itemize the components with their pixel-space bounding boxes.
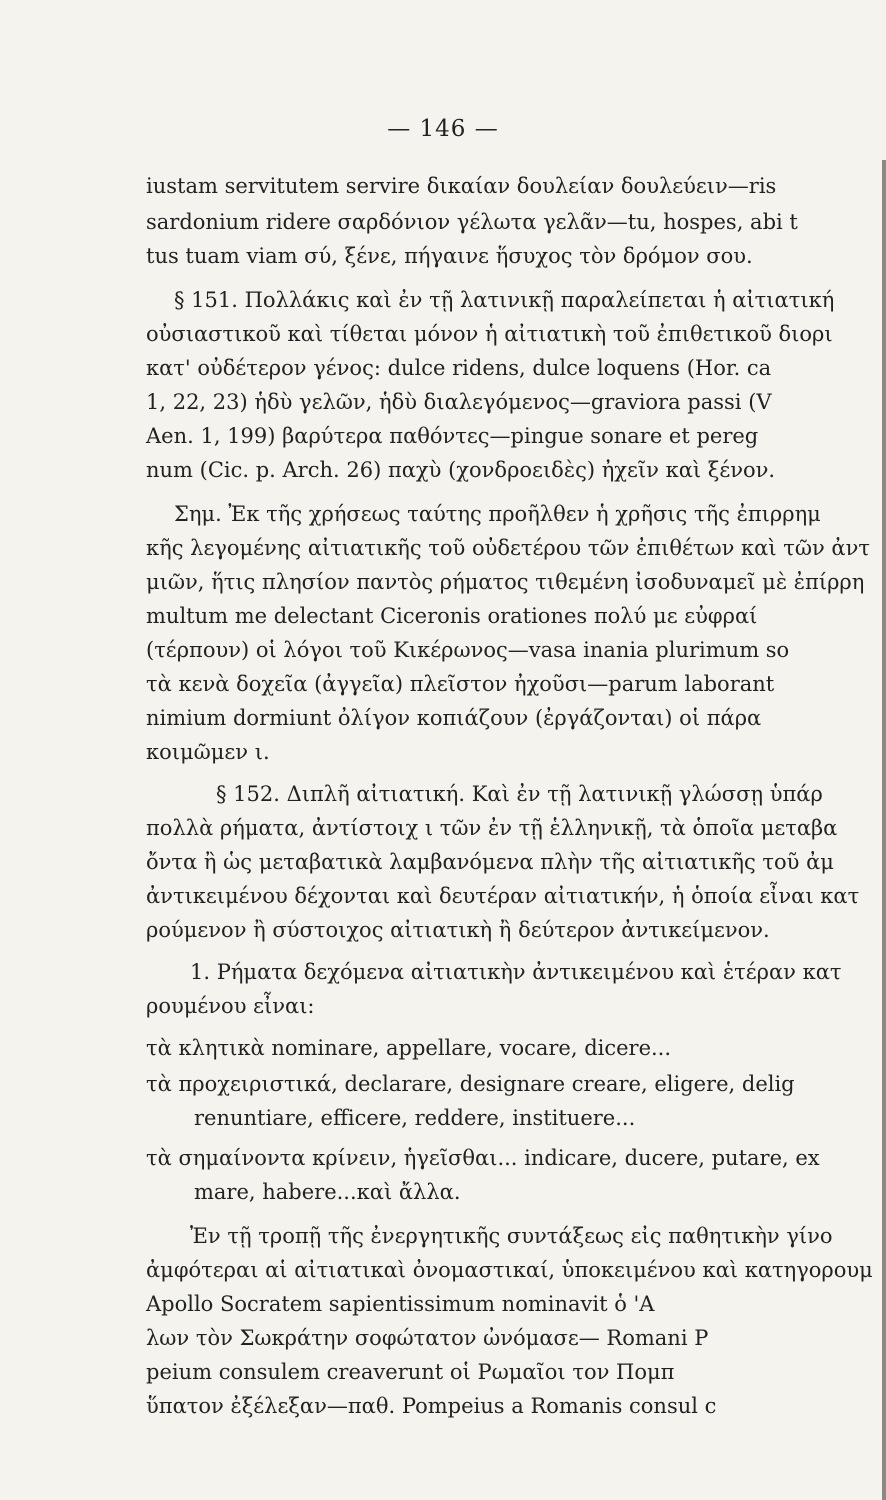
text-line: peium consulem creaverunt οἱ Ρωμαῖοι τον Πομπ <box>146 1360 675 1384</box>
text-line: Ἐν τῇ τροπῇ τῆς ἐνεργητικῆς συντάξεως εἰς παθητικὴν γίνο <box>190 1224 833 1248</box>
text-line: sardonium ridere σαρδόνιον γέλωτα γελᾶν—tu, hospes, abi t <box>146 210 798 234</box>
list-item: τὰ σημαίνοντα κρίνειν, ἡγεῖσθαι... indicare, ducere, putare, ex <box>146 1146 820 1170</box>
section-heading-151: § 151. Πολλάκις καὶ ἐν τῇ λατινικῇ παραλείπεται ἡ αἰτιατική <box>174 288 835 312</box>
rule-heading: 1. Ρήματα δεχόμενα αἰτιατικὴν ἀντικειμένου καὶ ἑτέραν κατ <box>190 960 842 984</box>
text-line: 1, 22, 23) ἡδὺ γελῶν, ἡδὺ διαλεγόμενος—graviora passi (V <box>146 390 772 414</box>
text-line: πολλὰ ρήματα, ἀντίστοιχ ι τῶν ἐν τῇ ἑλληνικῇ, τὰ ὁποῖα μεταβα <box>146 816 838 840</box>
list-item-continuation: renuntiare, efficere, reddere, instituere... <box>194 1106 636 1130</box>
text-line: iustam servitutem servire δικαίαν δουλείαν δουλεύειν—ris <box>146 174 777 198</box>
text-line: ὕπατον ἐξέλεξαν—παθ. Pompeius a Romanis consul c <box>146 1394 717 1418</box>
text-line: τὰ κενὰ δοχεῖα (ἀγγεῖα) πλεῖστον ἠχοῦσι—parum laborant <box>146 672 775 696</box>
text-line: κῆς λεγομένης αἰτιατικῆς τοῦ οὐδετέρου τῶν ἐπιθέτων καὶ τῶν ἀντ <box>146 536 870 560</box>
list-item-continuation: mare, habere...καὶ ἄλλα. <box>194 1180 461 1204</box>
text-line: λων τὸν Σωκράτην σοφώτατον ὠνόμασε— Romani P <box>146 1326 709 1350</box>
text-line: ρούμενον ἢ σύστοιχος αἰτιατικὴ ἢ δεύτερον ἀντικείμενον. <box>146 918 770 942</box>
page-number: — 146 — <box>387 116 499 142</box>
text-line: tus tuam viam σύ, ξένε, πήγαινε ἥσυχος τὸν δρόμον σου. <box>146 244 753 268</box>
list-item: τὰ κλητικὰ nominare, appellare, vocare, dicere... <box>146 1036 672 1060</box>
text-block <box>0 170 886 1500</box>
text-line: κατ' οὐδέτερον γένος: dulce ridens, dulce loquens (Hor. ca <box>146 356 772 380</box>
section-heading-152: § 152. Διπλῆ αἰτιατική. Καὶ ἐν τῇ λατινικῇ γλώσσῃ ὑπάρ <box>216 782 823 806</box>
text-line: ρουμένου εἶναι: <box>146 994 315 1018</box>
text-line: num (Cic. p. Arch. 26) παχὺ (χονδροειδὲς) ἠχεῖν καὶ ξένον. <box>146 458 776 482</box>
text-line: οὐσιαστικοῦ καὶ τίθεται μόνον ἡ αἰτιατικὴ τοῦ ἐπιθετικοῦ διορι <box>146 322 833 346</box>
text-line: ἀντικειμένου δέχονται καὶ δευτέραν αἰτιατικήν, ἡ ὁποία εἶναι κατ <box>146 884 860 908</box>
list-item: τὰ προχειριστικά, declarare, designare creare, eligere, delig <box>146 1072 795 1096</box>
text-line: ἀμφότεραι αἱ αἰτιατικαὶ ὀνομαστικαί, ὑποκειμένου καὶ κατηγορουμ <box>146 1258 873 1282</box>
text-line: multum me delectant Ciceronis orationes πολύ με εὐφραί <box>146 604 758 628</box>
text-line: (τέρπουν) οἱ λόγοι τοῦ Κικέρωνος—vasa inania plurimum so <box>146 638 790 662</box>
text-line: Apollo Socratem sapientissimum nominavit ὁ 'Α <box>146 1292 655 1316</box>
text-line: nimium dormiunt ὀλίγον κοπιάζουν (ἐργάζονται) οἱ πάρα <box>146 706 762 730</box>
note-paragraph: Σημ. Ἐκ τῆς χρήσεως ταύτης προῆλθεν ἡ χρῆσις τῆς ἐπιρρημ <box>174 502 821 526</box>
text-line: μιῶν, ἥτις πλησίον παντὸς ρήματος τιθεμένη ἰσοδυναμεῖ μὲ ἐπίρρη <box>146 570 865 594</box>
text-line: κοιμῶμεν ι. <box>146 740 270 764</box>
page-edge-shadow <box>882 160 886 1500</box>
text-line: ὄντα ἢ ὡς μεταβατικὰ λαμβανόμενα πλὴν τῆς αἰτιατικῆς τοῦ ἀμ <box>146 850 834 874</box>
text-line: Aen. 1, 199) βαρύτερα παθόντες—pingue sonare et pereg <box>146 424 759 448</box>
